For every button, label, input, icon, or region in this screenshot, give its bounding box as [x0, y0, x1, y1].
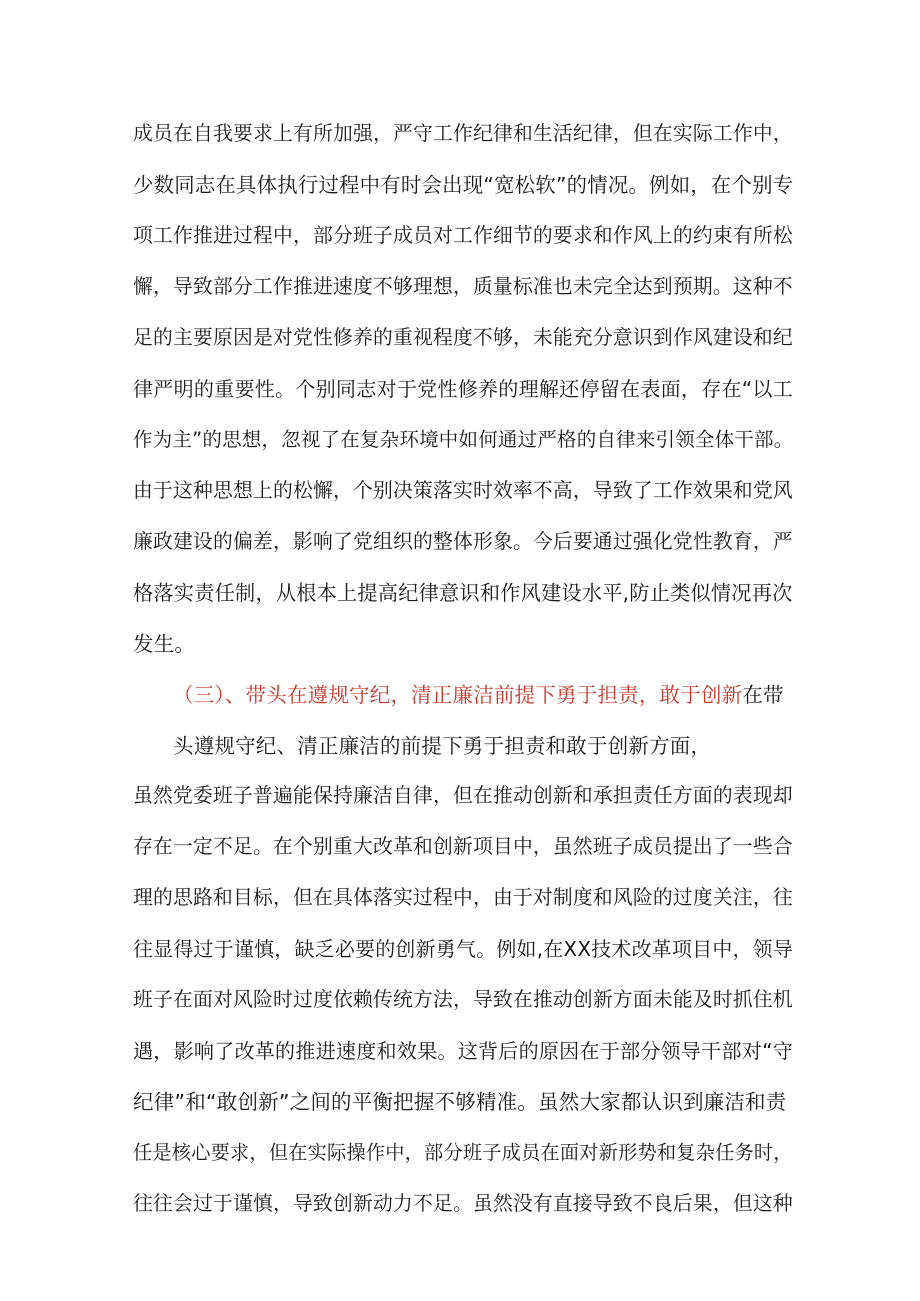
paragraph-1-line-8: 由于这种思想上的松懈，个别决策落实时效率不高，导致了工作效果和党风: [133, 479, 793, 502]
paragraph-2-line-8: 任是核心要求，但在实际操作中，部分班子成员在面对新形势和复杂任务时，: [133, 1141, 793, 1164]
paragraph-1-line-6: 律严明的重要性。个别同志对于党性修养的理解还停留在表面，存在“以工: [133, 377, 794, 401]
paragraph-1-line-1: 成员在自我要求上有所加强，严守工作纪律和生活纪律，但在实际工作中，: [133, 122, 793, 145]
paragraph-1-line-10: 格落实责任制，从根本上提高纪律意识和作风建设水平,防止类似情况再次: [133, 581, 793, 605]
paragraph-1-line-9: 廉政建设的偏差，影响了党组织的整体形象。今后要通过强化党性教育，严: [133, 530, 793, 553]
paragraph-1-line-5: 足的主要原因是对党性修养的重视程度不够，未能充分意识到作风建设和纪: [133, 326, 793, 349]
paragraph-2-line-5: 班子在面对风险时过度依赖传统方法，导致在推动创新方面未能及时抓住机: [133, 988, 793, 1011]
paragraph-2-line-7: 纪律”和“敢创新”之间的平衡把握不够精准。虽然大家都认识到廉洁和责: [133, 1090, 787, 1114]
paragraph-1-line-3: 项工作推进过程中，部分班子成员对工作细节的要求和作风上的约束有所松: [133, 224, 793, 247]
paragraph-2-line-3: 理的思路和目标，但在具体落实过程中，由于对制度和风险的过度关注，往: [133, 886, 793, 909]
paragraph-1-line-4: 懈，导致部分工作推进速度不够理想，质量标准也未完全达到预期。这种不: [133, 275, 793, 298]
section-3-heading: （三）、带头在遵规守纪，清正廉洁前提下勇于担责，敢于创新: [173, 683, 743, 707]
section-3-continuation: 头遵规守纪、清正廉洁的前提下勇于担责和敢于创新方面，: [173, 734, 712, 758]
paragraph-1-line-11: 发生。: [133, 632, 196, 656]
paragraph-2-line-2: 存在一定不足。在个别重大改革和创新项目中，虽然班子成员提出了一些合: [133, 835, 793, 858]
paragraph-1-line-2: 少数同志在具体执行过程中有时会出现“宽松软”的情况。例如，在个别专: [133, 173, 794, 197]
paragraph-2-line-6: 遇，影响了改革的推进速度和效果。这背后的原因在于部分领导干部对“守: [133, 1039, 794, 1063]
section-3-heading-tail: 在带: [742, 683, 784, 707]
section-3-heading-line: [173, 681, 784, 709]
paragraph-2-line-4: 往显得过于谨慎，缺乏必要的创新勇气。例如,在XX技术改革项目中，领导: [133, 937, 794, 961]
paragraph-2-line-1: 虽然党委班子普遍能保持廉洁自律，但在推动创新和承担责任方面的表现却: [133, 784, 793, 807]
paragraph-1-line-7: 作为主”的思想，忽视了在复杂环境中如何通过严格的自律来引领全体干部。: [133, 428, 794, 451]
paragraph-2-line-9: 往往会过于谨慎，导致创新动力不足。虽然没有直接导致不良后果，但这种: [133, 1192, 793, 1215]
